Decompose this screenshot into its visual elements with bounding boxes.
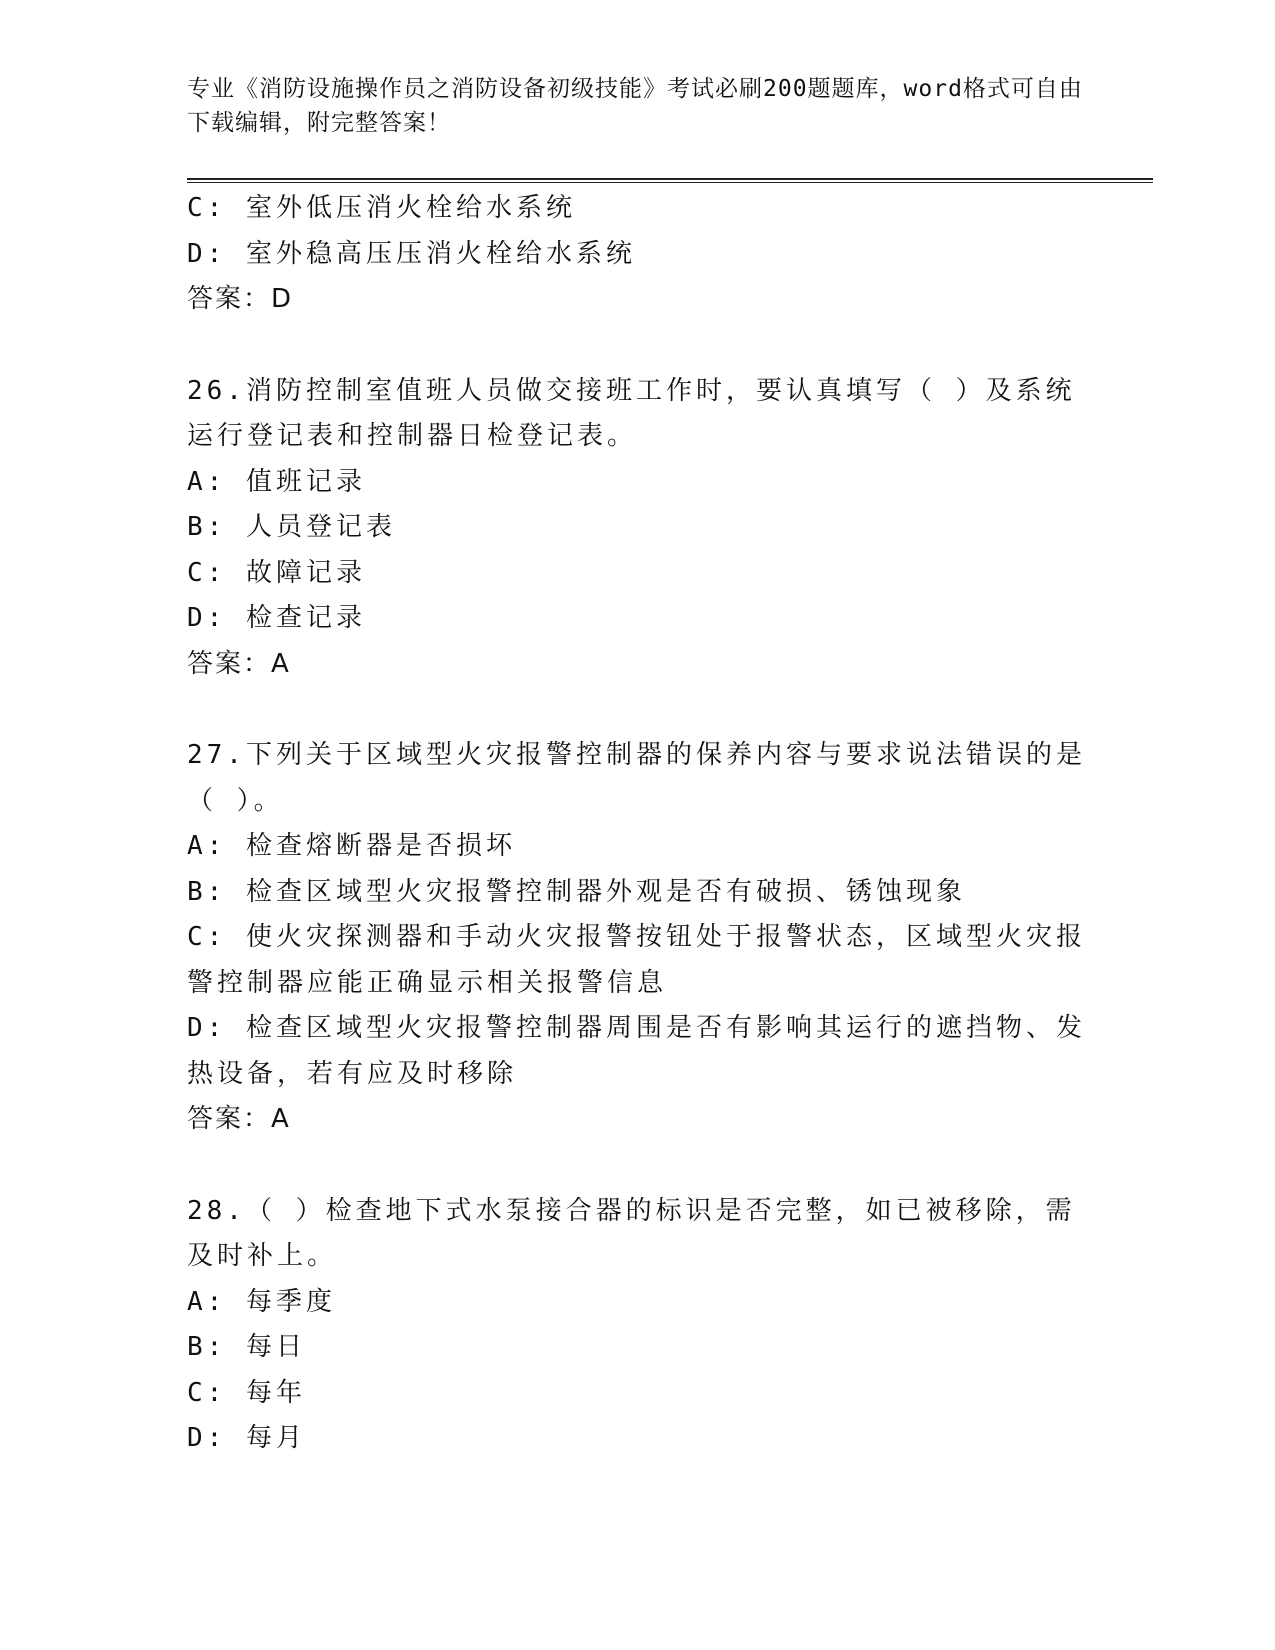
option-c: C: 每年: [187, 1377, 306, 1408]
document-header: 专业《消防设施操作员之消防设备初级技能》考试必刷200题题库，word格式可自由下载编辑，附完整答案！: [187, 76, 1083, 136]
option-d: D: 检查记录: [187, 603, 366, 633]
spacer: [187, 323, 1087, 369]
option-b: B: 每日: [187, 1332, 306, 1362]
spacer: [187, 1143, 1087, 1189]
option-a: A: 值班记录: [187, 466, 366, 497]
option-b: B: 人员登记表: [187, 512, 396, 542]
question-27: [187, 733, 1087, 1143]
question-text: 26.消防控制室值班人员做交接班工作时，要认真填写（ ）及系统运行登记表和控制器日检登记表。: [187, 375, 1076, 451]
option-a: A: 每季度: [187, 1286, 336, 1317]
option-d: D: 检查区域型火灾报警控制器周围是否有影响其运行的遮挡物、发热设备，若有应及时移除: [187, 1013, 1086, 1089]
option-c: C: 故障记录: [187, 557, 366, 588]
option-a: A: 检查熔断器是否损坏: [187, 831, 516, 861]
option-d: D: 每月: [187, 1423, 306, 1453]
spacer: [187, 687, 1087, 733]
answer-line: 答案：A: [187, 1104, 291, 1134]
answer-line: 答案：A: [187, 648, 291, 679]
answer-line: 答案：D: [187, 284, 294, 314]
question-28: [187, 1189, 1087, 1462]
question-text: 27.下列关于区域型火灾报警控制器的保养内容与要求说法错误的是（ ）。: [187, 740, 1086, 816]
question-25-tail: [187, 186, 1087, 323]
option-b: B: 检查区域型火灾报警控制器外观是否有破损、锈蚀现象: [187, 876, 966, 907]
question-26: [187, 369, 1087, 688]
question-text: 28.（ ）检查地下式水泵接合器的标识是否完整，如已被移除，需及时补上。: [187, 1195, 1076, 1271]
option-d: D: 室外稳高压压消火栓给水系统: [187, 238, 636, 269]
option-c: C: 室外低压消火栓给水系统: [187, 193, 576, 223]
document-content: [187, 186, 1087, 1462]
option-c: C: 使火灾探测器和手动火灾报警按钮处于报警状态，区域型火灾报警控制器应能正确显示相关报警信息: [187, 922, 1086, 998]
header-divider: [187, 178, 1153, 183]
